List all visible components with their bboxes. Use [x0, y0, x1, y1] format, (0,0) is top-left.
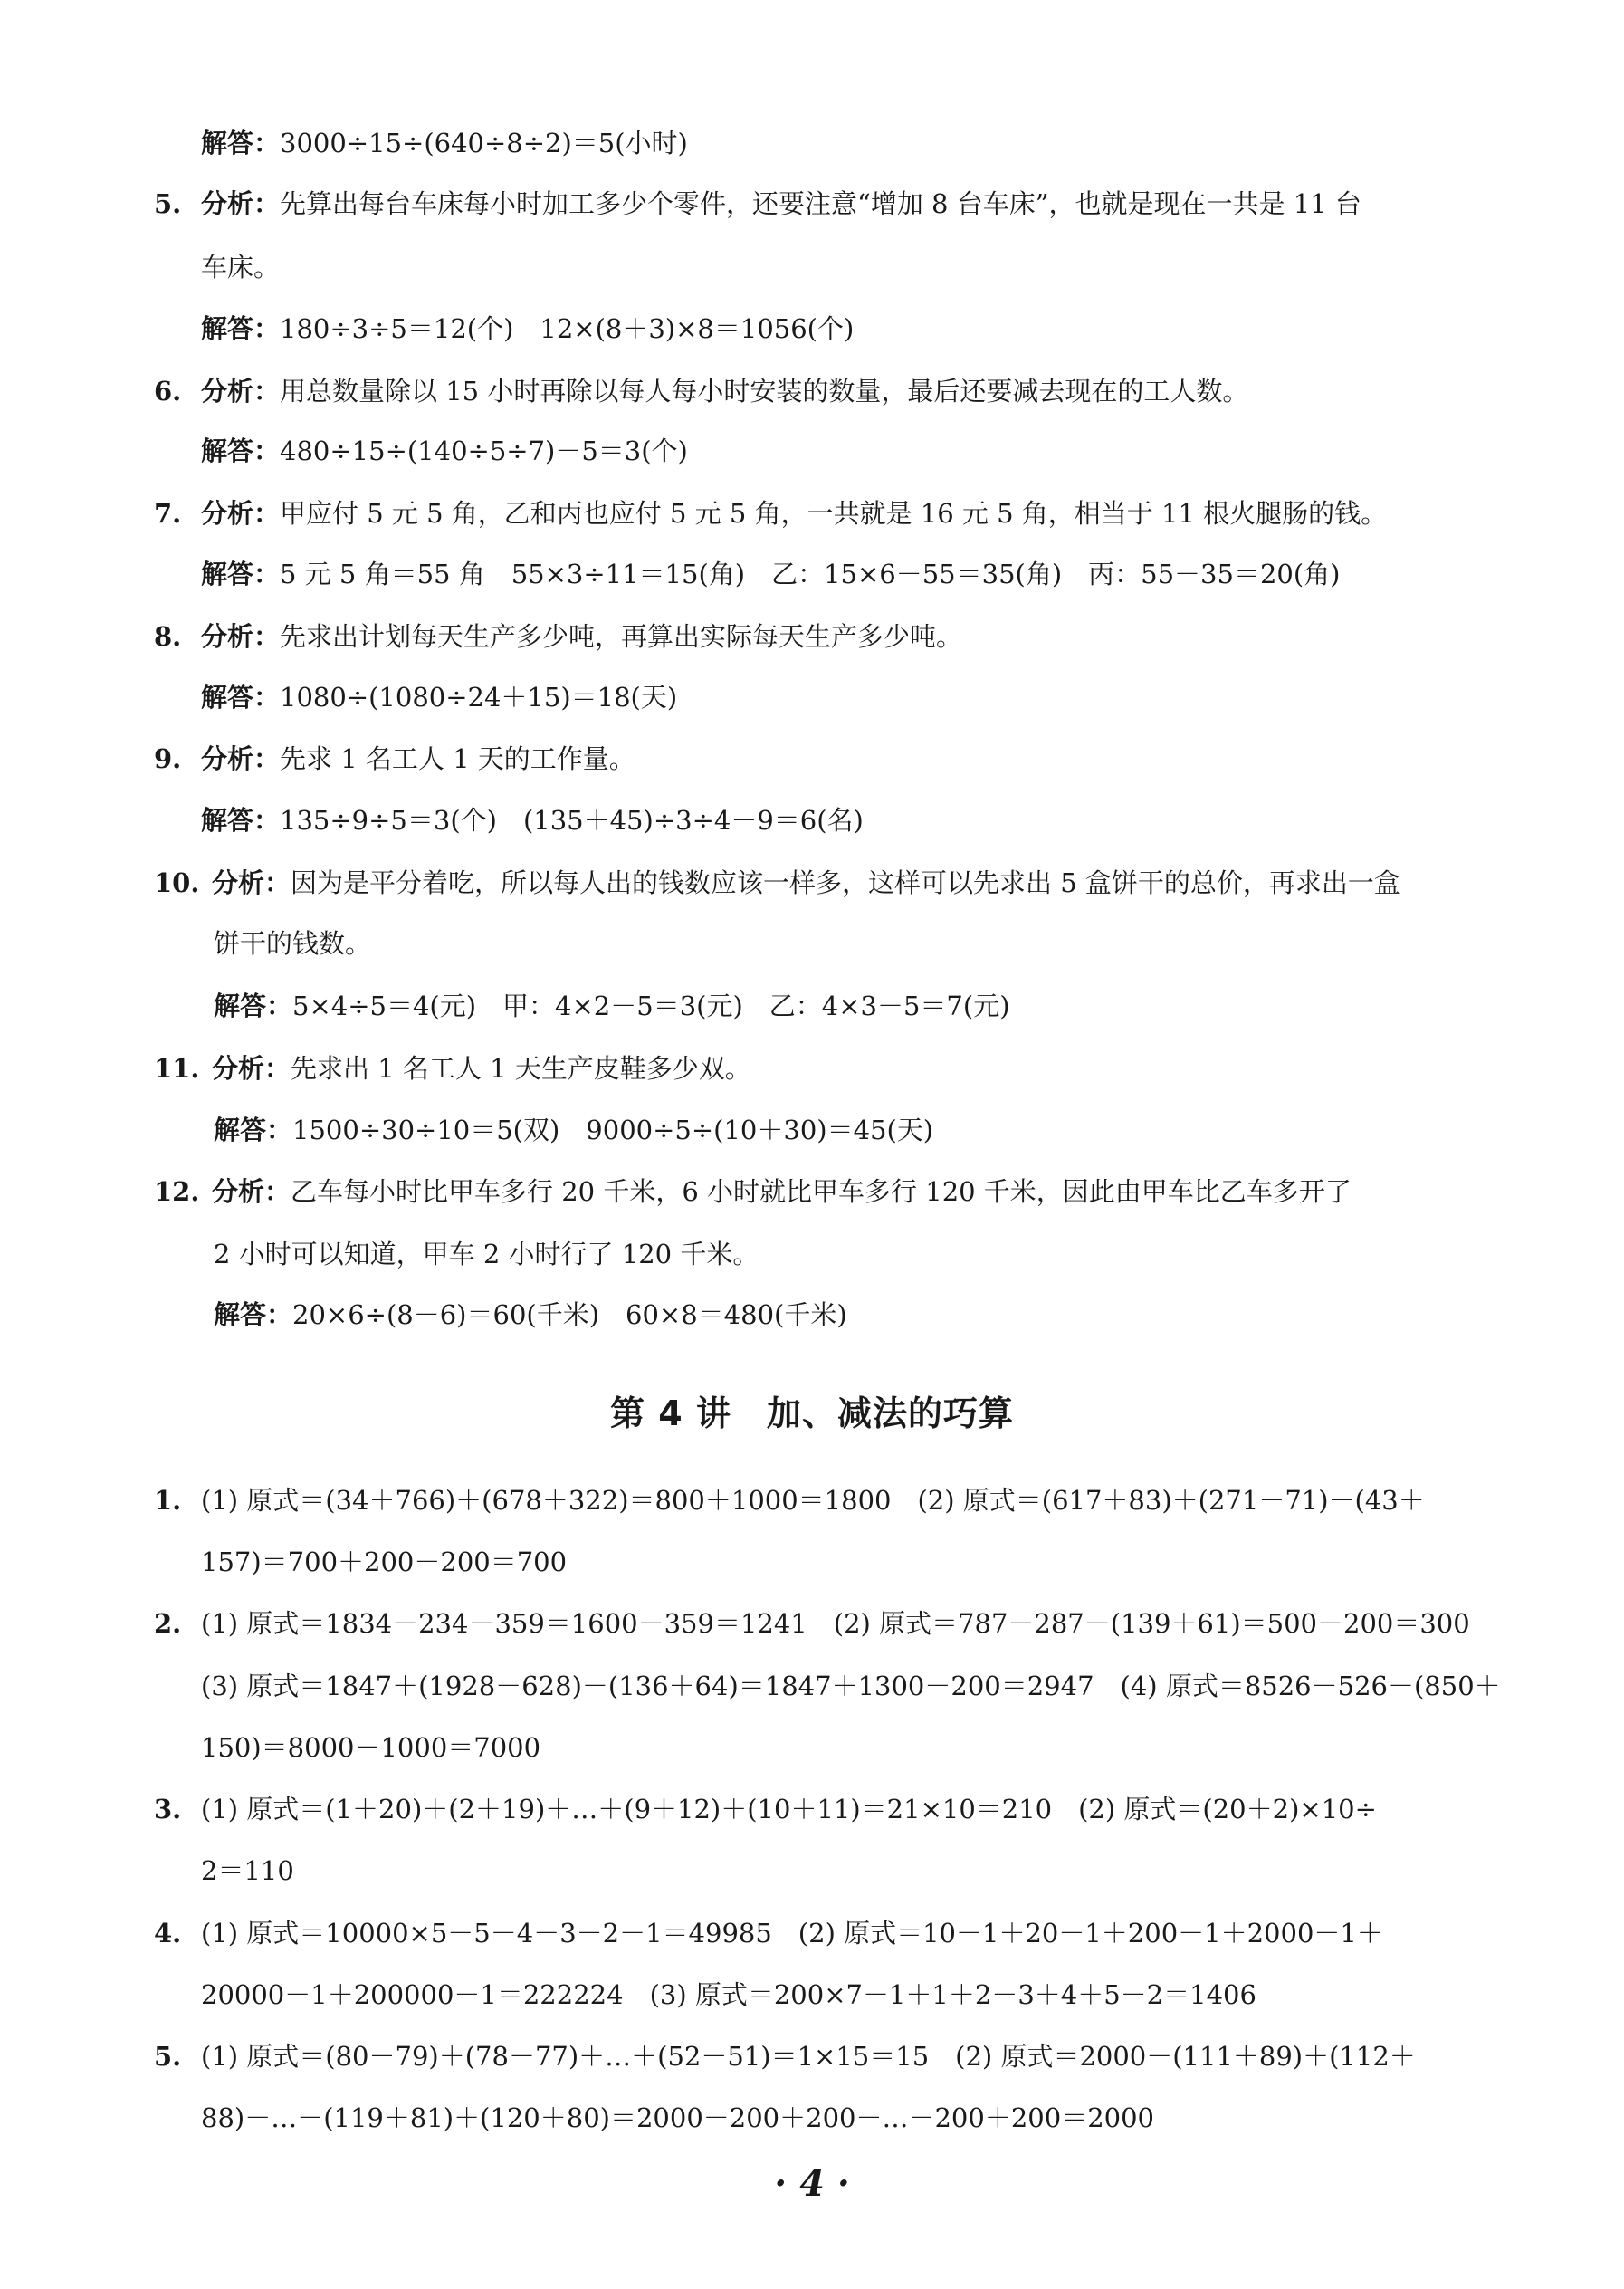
answer-label: 解答：: [201, 682, 281, 713]
analysis-label: 分析：: [201, 498, 281, 529]
answer-text: 480÷15÷(140÷5÷7)－5＝3(个): [280, 436, 688, 466]
solution-text: 157)＝700＋200－200＝700: [201, 1547, 568, 1577]
answer-text: 20×6÷(8－6)＝60(千米) 60×8＝480(千米): [292, 1299, 847, 1330]
analysis-text: 先求 1 名工人 1 天的工作量。: [280, 743, 635, 774]
answer-text: 5 元 5 角＝55 角 55×3÷11＝15(角) 乙：15×6－55＝35(角) 丙：55－35＝20(角): [280, 559, 1341, 589]
lecture4-q2-line2: [201, 1668, 1501, 1704]
lecture4-q5-line1: [154, 2038, 1416, 2074]
analysis-line-11: [154, 1050, 751, 1087]
solution-text: 88)－…－(119＋81)＋(120＋80)＝2000－200＋200－…－200＋200＝2000: [201, 2102, 1154, 2133]
lecture4-q4-line2: [201, 1977, 1256, 2013]
answer-label: 解答：: [214, 991, 293, 1021]
analysis-text: 先求出 1 名工人 1 天生产皮鞋多少双。: [291, 1053, 751, 1084]
analysis-line-12: [154, 1173, 1352, 1210]
answer-line-6: [201, 433, 688, 469]
section-title: 第 4 讲 加、减法的巧算: [610, 1394, 1014, 1433]
page-number: · 4 ·: [774, 2162, 850, 2205]
analysis-text-cont: 饼干的钱数。: [214, 928, 372, 959]
analysis-text: 乙车每小时比甲车多行 20 千米，6 小时就比甲车多行 120 千米，因此由甲车比乙车多开了: [291, 1176, 1352, 1207]
analysis-text-cont: 2 小时可以知道，甲车 2 小时行了 120 千米。: [214, 1239, 759, 1269]
answer-line-10: [214, 988, 1010, 1024]
analysis-text: 甲应付 5 元 5 角，乙和丙也应付 5 元 5 角，一共就是 16 元 5 角，相当于 11 根火腿肠的钱。: [280, 498, 1388, 529]
lecture4-q3-line2: [201, 1853, 294, 1889]
answer-line-12: [214, 1297, 847, 1333]
analysis-line-7: [154, 495, 1387, 532]
answer-line-9: [201, 802, 864, 838]
solution-text: (1) 原式＝10000×5－5－4－3－2－1＝49985 (2) 原式＝10－1＋20－1＋200－1＋2000－1＋: [201, 1918, 1383, 1949]
analysis-label: 分析：: [201, 621, 281, 652]
lecture4-q3-line1: [154, 1791, 1377, 1827]
solution-text: (1) 原式＝(80－79)＋(78－77)＋…＋(52－51)＝1×15＝15 (2) 原式＝2000－(111＋89)＋(112＋: [201, 2041, 1416, 2072]
solution-text: (3) 原式＝1847＋(1928－628)－(136＋64)＝1847＋1300－200＝2947 (4) 原式＝8526－526－(850＋: [201, 1671, 1501, 1701]
solution-text: 2＝110: [201, 1855, 294, 1886]
analysis-label: 分析：: [201, 743, 281, 774]
answer-text: 3000÷15÷(640÷8÷2)＝5(小时): [280, 128, 688, 158]
lecture4-q5-line2: [201, 2100, 1154, 2136]
problem-number: 9.: [154, 743, 182, 774]
analysis-cont-10: [214, 925, 371, 962]
lecture4-q1-line1: [154, 1482, 1425, 1518]
lecture4-q1-line2: [201, 1544, 567, 1580]
problem-number: 2.: [154, 1608, 182, 1639]
analysis-line-8: [154, 618, 962, 655]
problem-number: 7.: [154, 498, 182, 529]
answer-label: 解答：: [214, 1299, 293, 1330]
analysis-cont-12: [214, 1236, 759, 1272]
answer-line-4: [201, 125, 688, 161]
answer-line-5: [201, 311, 854, 347]
lecture4-q2-line1: [154, 1605, 1470, 1642]
answer-line-7: [201, 556, 1341, 592]
analysis-label: 分析：: [212, 1053, 291, 1084]
solution-text: (1) 原式＝(1＋20)＋(2＋19)＋…＋(9＋12)＋(10＋11)＝21×10＝210 (2) 原式＝(20＋2)×10÷: [201, 1794, 1377, 1824]
problem-number: 11.: [154, 1053, 200, 1084]
answer-label: 解答：: [201, 805, 281, 836]
analysis-text: 用总数量除以 15 小时再除以每人每小时安装的数量，最后还要减去现在的工人数。: [280, 376, 1249, 407]
problem-number: 3.: [154, 1794, 182, 1824]
analysis-label: 分析：: [201, 376, 281, 407]
answer-text: 135÷9÷5＝3(个) (135＋45)÷3÷4－9＝6(名): [280, 805, 864, 836]
answer-text: 1500÷30÷10＝5(双) 9000÷5÷(10＋30)＝45(天): [292, 1115, 934, 1145]
analysis-line-9: [154, 741, 635, 777]
problem-number: 8.: [154, 621, 182, 652]
analysis-label: 分析：: [212, 867, 291, 898]
answer-line-11: [214, 1112, 933, 1148]
problem-number: 1.: [154, 1485, 182, 1516]
problem-number: 12.: [154, 1176, 200, 1207]
answer-text: 180÷3÷5＝12(个) 12×(8＋3)×8＝1056(个): [280, 313, 855, 344]
analysis-line-6: [154, 373, 1248, 409]
problem-number: 5.: [154, 2041, 182, 2072]
solution-text: 150)＝8000－1000＝7000: [201, 1732, 541, 1763]
answer-text: 1080÷(1080÷24＋15)＝18(天): [280, 682, 678, 713]
problem-number: 4.: [154, 1918, 182, 1949]
analysis-line-5: [154, 186, 1361, 222]
answer-label: 解答：: [201, 436, 281, 466]
analysis-text: 因为是平分着吃，所以每人出的钱数应该一样多，这样可以先求出 5 盒饼干的总价，再求出一盒: [291, 867, 1400, 898]
answer-text: 5×4÷5＝4(元) 甲：4×2－5＝3(元) 乙：4×3－5＝7(元): [292, 991, 1010, 1021]
analysis-text: 先求出计划每天生产多少吨，再算出实际每天生产多少吨。: [280, 621, 963, 652]
lecture4-q4-line1: [154, 1915, 1383, 1951]
analysis-text: 先算出每台车床每小时加工多少个零件，还要注意“增加 8 台车床”，也就是现在一共是 11 台: [280, 188, 1361, 219]
analysis-line-10: [154, 865, 1400, 901]
answer-label: 解答：: [214, 1115, 293, 1145]
answer-label: 解答：: [201, 128, 281, 158]
analysis-cont-5: [201, 249, 280, 285]
solution-text: 20000－1＋200000－1＝222224 (3) 原式＝200×7－1＋1＋2－3＋4＋5－2＝1406: [201, 1979, 1256, 2010]
solution-text: (1) 原式＝(34＋766)＋(678＋322)＝800＋1000＝1800 (2) 原式＝(617＋83)＋(271－71)－(43＋: [201, 1485, 1425, 1516]
analysis-text-cont: 车床。: [201, 252, 281, 283]
analysis-label: 分析：: [201, 188, 281, 219]
solution-text: (1) 原式＝1834－234－359＝1600－359＝1241 (2) 原式＝787－287－(139＋61)＝500－200＝300: [201, 1608, 1470, 1639]
problem-number: 5.: [154, 188, 182, 219]
problem-number: 10.: [154, 867, 200, 898]
lecture4-q2-line3: [201, 1729, 540, 1766]
answer-label: 解答：: [201, 313, 281, 344]
answer-label: 解答：: [201, 559, 281, 589]
answer-line-8: [201, 679, 677, 715]
problem-number: 6.: [154, 376, 182, 407]
analysis-label: 分析：: [212, 1176, 291, 1207]
